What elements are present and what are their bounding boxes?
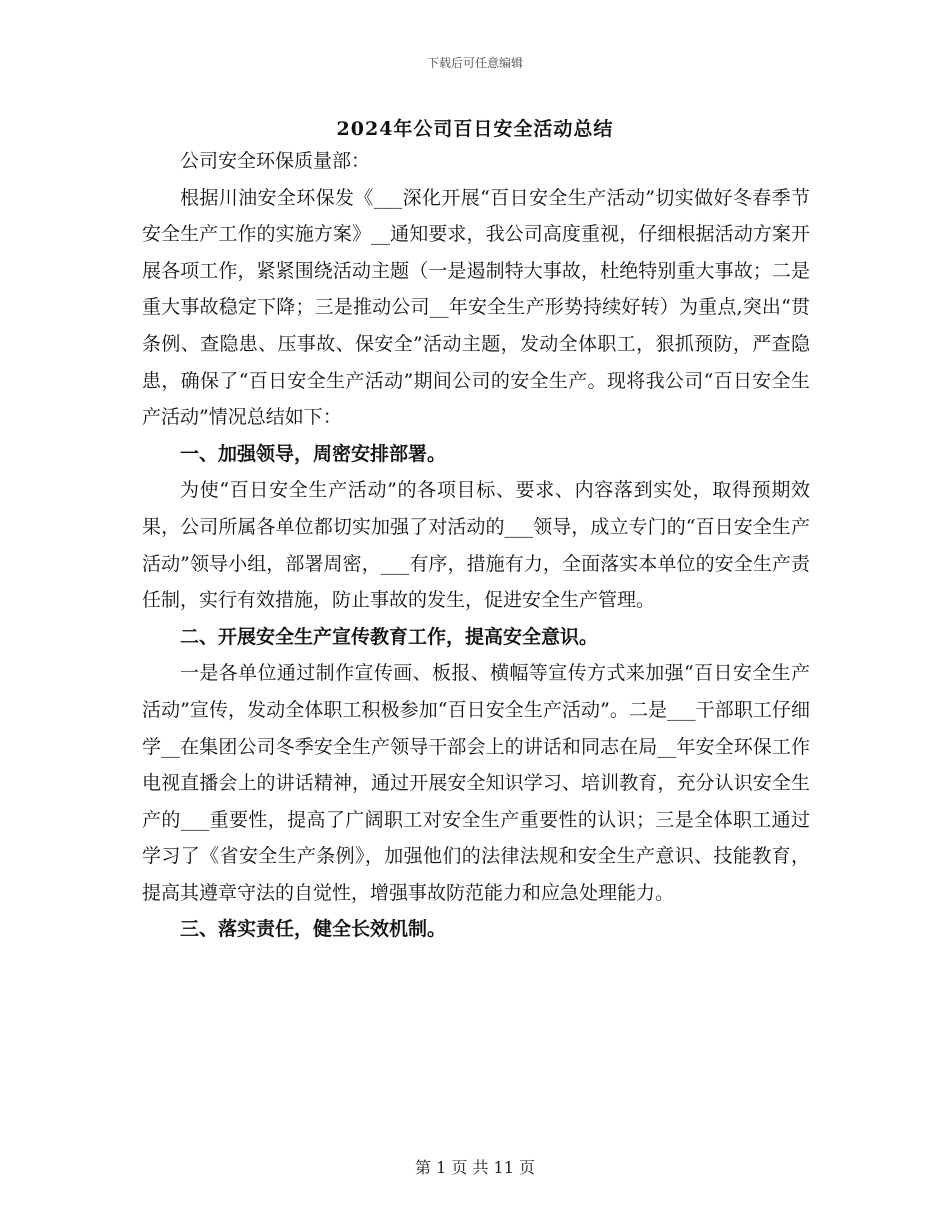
intro-paragraph: 根据川油安全环保发《___深化开展“百日安全生产活动”切实做好冬春季节安全生产工作的实施方案》__通知要求，我公司高度重视，仔细根据活动方案开展各项工作，紧紧围绕活动主题（一是遏制特大事故，杜绝特别重大事故；二是重大事故稳定下降；三是推动公司__年安全生产形势持续好转）为重点,突出“贯条例、查隐患、压事故、保安全”活动主题，发动全体职工，狠抓预防，严查隐患，确保了“百日安全生产活动”期间公司的安全生产。现将我公司“百日安全生产活动”情况总结如下： [142, 186, 810, 429]
page-header-note: 下载后可任意编辑 [426, 56, 523, 70]
section-heading-1: 一、加强领导，周密安排部署。 [180, 442, 447, 465]
section-1-paragraph: 为使“百日安全生产活动”的各项目标、要求、内容落到实处，取得预期效果，公司所属各单位都切实加强了对活动的___领导，成立专门的“百日安全生产活动”领导小组，部署周密，___有序，措施有力，全面落实本单位的安全生产责任制，实行有效措施，防止事故的发生，促进安全生产管理。 [142, 479, 810, 612]
salutation: 公司安全环保质量部： [180, 150, 371, 172]
section-heading-2: 二、开展安全生产宣传教育工作，提高安全意识。 [180, 625, 599, 648]
page-footer-number: 第 1 页 共 11 页 [415, 1158, 535, 1177]
document-body [142, 143, 810, 948]
section-2-paragraph: 一是各单位通过制作宣传画、板报、横幅等宣传方式来加强“百日安全生产活动”宣传，发动全体职工积极参加“百日安全生产活动”。二是___干部职工仔细学__在集团公司冬季安全生产领导干部会上的讲话和同志在局__年安全环保工作电视直播会上的讲话精神，通过开展安全知识学习、培训教育，充分认识安全生产的___重要性，提高了广阔职工对安全生产重要性的认识；三是全体职工通过学习了《省安全生产条例》，加强他们的法律法规和安全生产意识、技能教育，提高其遵章守法的自觉性，增强事故防范能力和应急处理能力。 [142, 662, 810, 904]
section-heading-3: 三、落实责任，健全长效机制。 [180, 918, 447, 941]
document-title: 2024年公司百日安全活动总结 [336, 118, 614, 140]
